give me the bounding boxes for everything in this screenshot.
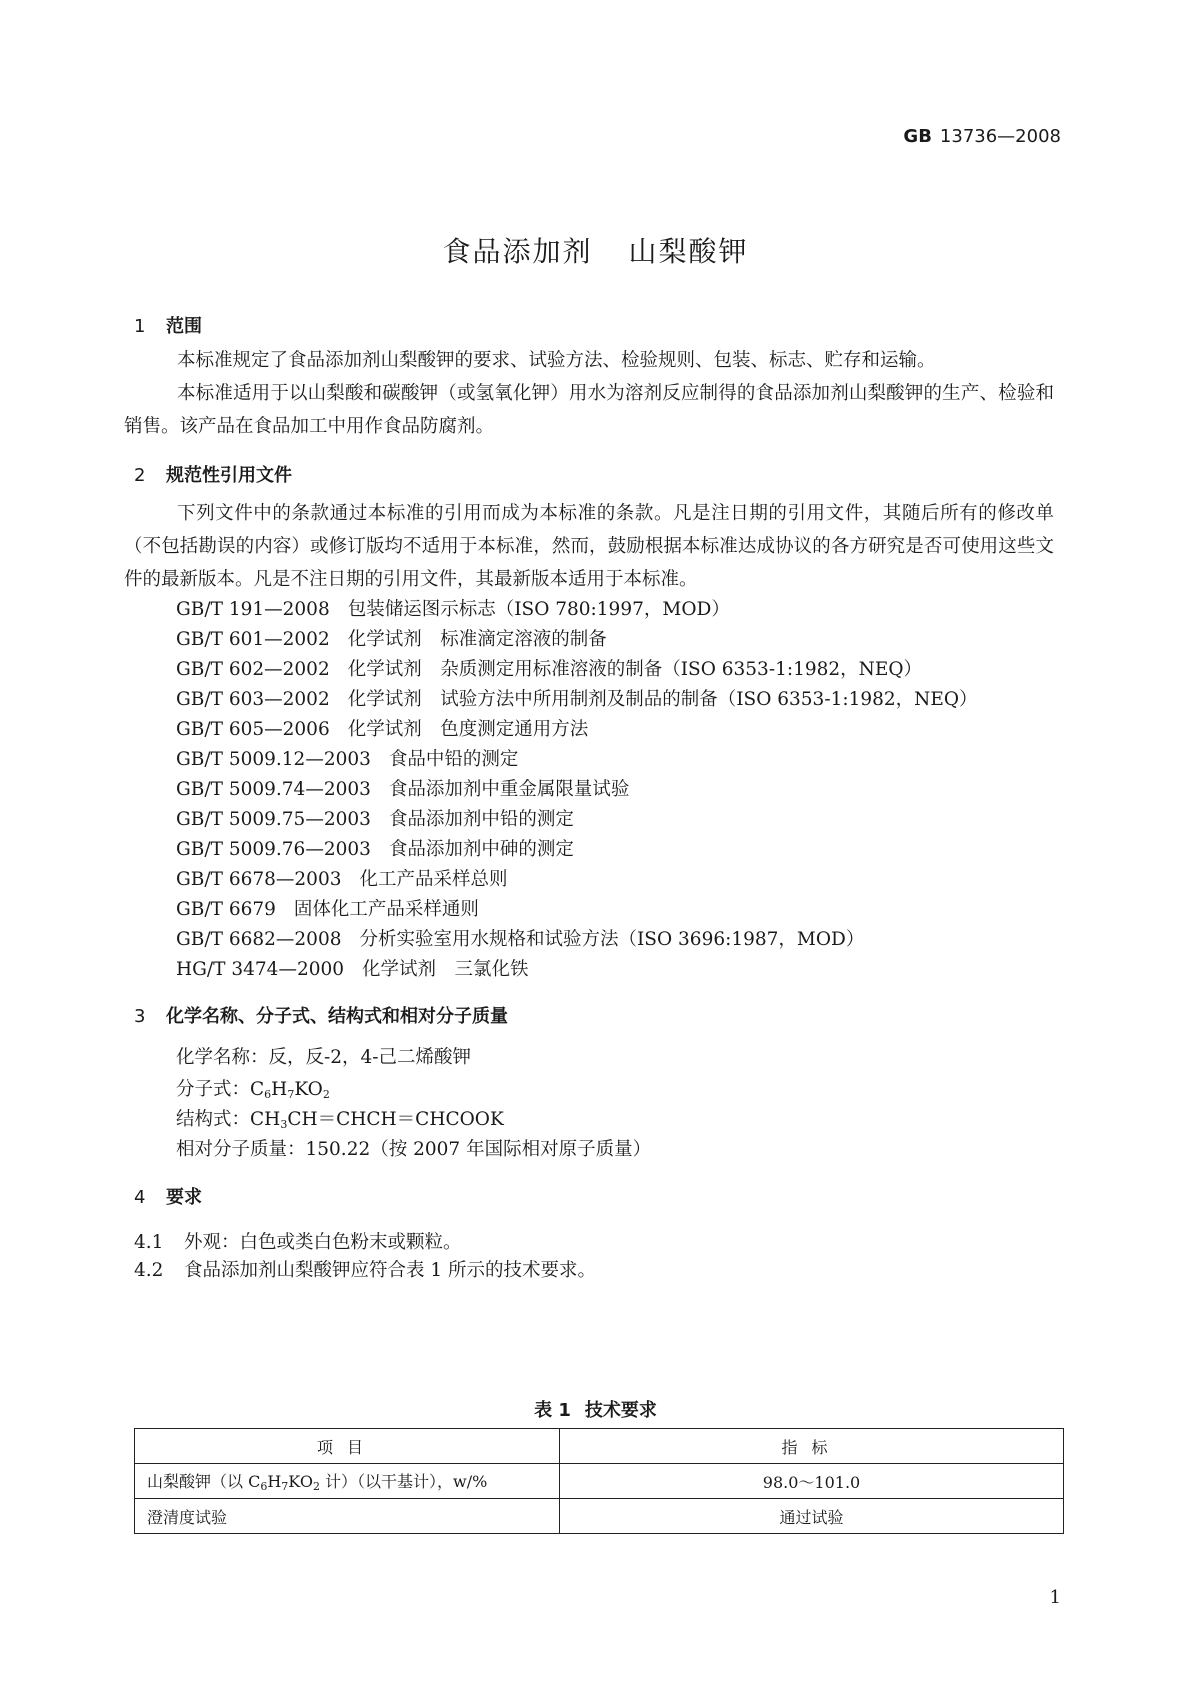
- column-header-index: 指标: [560, 1429, 1064, 1464]
- table-row: [135, 1499, 1064, 1534]
- reference-item: GB/T 5009.75—2003 食品添加剂中铅的测定: [176, 809, 574, 830]
- reference-item: GB/T 605—2006 化学试剂 色度测定通用方法: [176, 719, 589, 740]
- reference-item: GB/T 601—2002 化学试剂 标准滴定溶液的制备: [176, 629, 607, 650]
- reference-item: GB/T 5009.74—2003 食品添加剂中重金属限量试验: [176, 779, 630, 800]
- reference-item: GB/T 6678—2003 化工产品采样总则: [176, 869, 508, 890]
- section-1-heading: 1 范围: [134, 316, 202, 337]
- clause-4-1: 4.1 外观：白色或类白色粉末或颗粒。: [134, 1232, 462, 1253]
- column-header-item: 项目: [135, 1429, 560, 1464]
- reference-item: GB/T 6682—2008 分析实验室用水规格和试验方法（ISO 3696:1987，MOD）: [176, 929, 865, 950]
- molecular-formula: 分子式：$C_6H_7KO_2$: [176, 1079, 330, 1101]
- technical-requirements-table: [134, 1428, 1064, 1534]
- section-4-heading: 4 要求: [134, 1187, 202, 1208]
- table-cell-value: 通过试验: [560, 1499, 1064, 1534]
- reference-item: GB/T 603—2002 化学试剂 试验方法中所用制剂及制品的制备（ISO 6353-1:1982，NEQ）: [176, 689, 978, 710]
- structural-formula: 结构式：$CH_3CH=CHCH=CHCOOK$: [176, 1109, 504, 1131]
- table-caption: 表 1 技术要求: [534, 1400, 657, 1421]
- page-title: 食品添加剂 山梨酸钾: [442, 235, 749, 268]
- reference-item: GB/T 6679 固体化工产品采样通则: [176, 899, 479, 920]
- clause-4-2: 4.2 食品添加剂山梨酸钾应符合表 1 所示的技术要求。: [134, 1260, 597, 1281]
- table-header-row: [135, 1429, 1064, 1464]
- table-cell-item: 澄清度试验: [135, 1499, 560, 1534]
- section-1-paragraph-1: 本标准规定了食品添加剂山梨酸钾的要求、试验方法、检验规则、包装、标志、贮存和运输。: [177, 350, 936, 371]
- chemical-name: 化学名称：反，反-2，4-己二烯酸钾: [176, 1047, 472, 1068]
- table-cell-item: 山梨酸钾（以 $C_6H_7KO_2$ 计）（以干基计），w/%: [135, 1464, 560, 1499]
- reference-item: HG/T 3474—2000 化学试剂 三氯化铁: [176, 959, 529, 980]
- reference-item: GB/T 602—2002 化学试剂 杂质测定用标准溶液的制备（ISO 6353-1:1982，NEQ）: [176, 659, 923, 680]
- standard-code: GB 13736—2008: [903, 126, 1061, 147]
- section-1-paragraph-2: 本标准适用于以山梨酸和碳酸钾（或氢氧化钾）用水为溶剂反应制得的食品添加剂山梨酸钾的生产、检验和销售。该产品在食品加工中用作食品防腐剂。: [124, 383, 1054, 437]
- reference-item: GB/T 191—2008 包装储运图示标志（ISO 780:1997，MOD）: [176, 599, 730, 620]
- reference-item: GB/T 5009.12—2003 食品中铅的测定: [176, 749, 519, 770]
- page-number: 1: [1049, 1587, 1061, 1608]
- section-2-heading: 2 规范性引用文件: [134, 465, 292, 486]
- reference-item: GB/T 5009.76—2003 食品添加剂中砷的测定: [176, 839, 574, 860]
- table-cell-value: 98.0～101.0: [560, 1464, 1064, 1499]
- table-row: [135, 1464, 1064, 1499]
- section-3-heading: 3 化学名称、分子式、结构式和相对分子质量: [134, 1006, 508, 1027]
- molecular-mass: 相对分子质量：150.22（按 2007 年国际相对原子质量）: [176, 1139, 652, 1160]
- section-2-intro: 下列文件中的条款通过本标准的引用而成为本标准的条款。凡是注日期的引用文件，其随后所有的修改单（不包括勘误的内容）或修订版均不适用于本标准，然而，鼓励根据本标准达成协议的各方研究是否可使用这些文件的最新版本。凡是不注日期的引用文件，其最新版本适用于本标准。: [124, 503, 1054, 590]
